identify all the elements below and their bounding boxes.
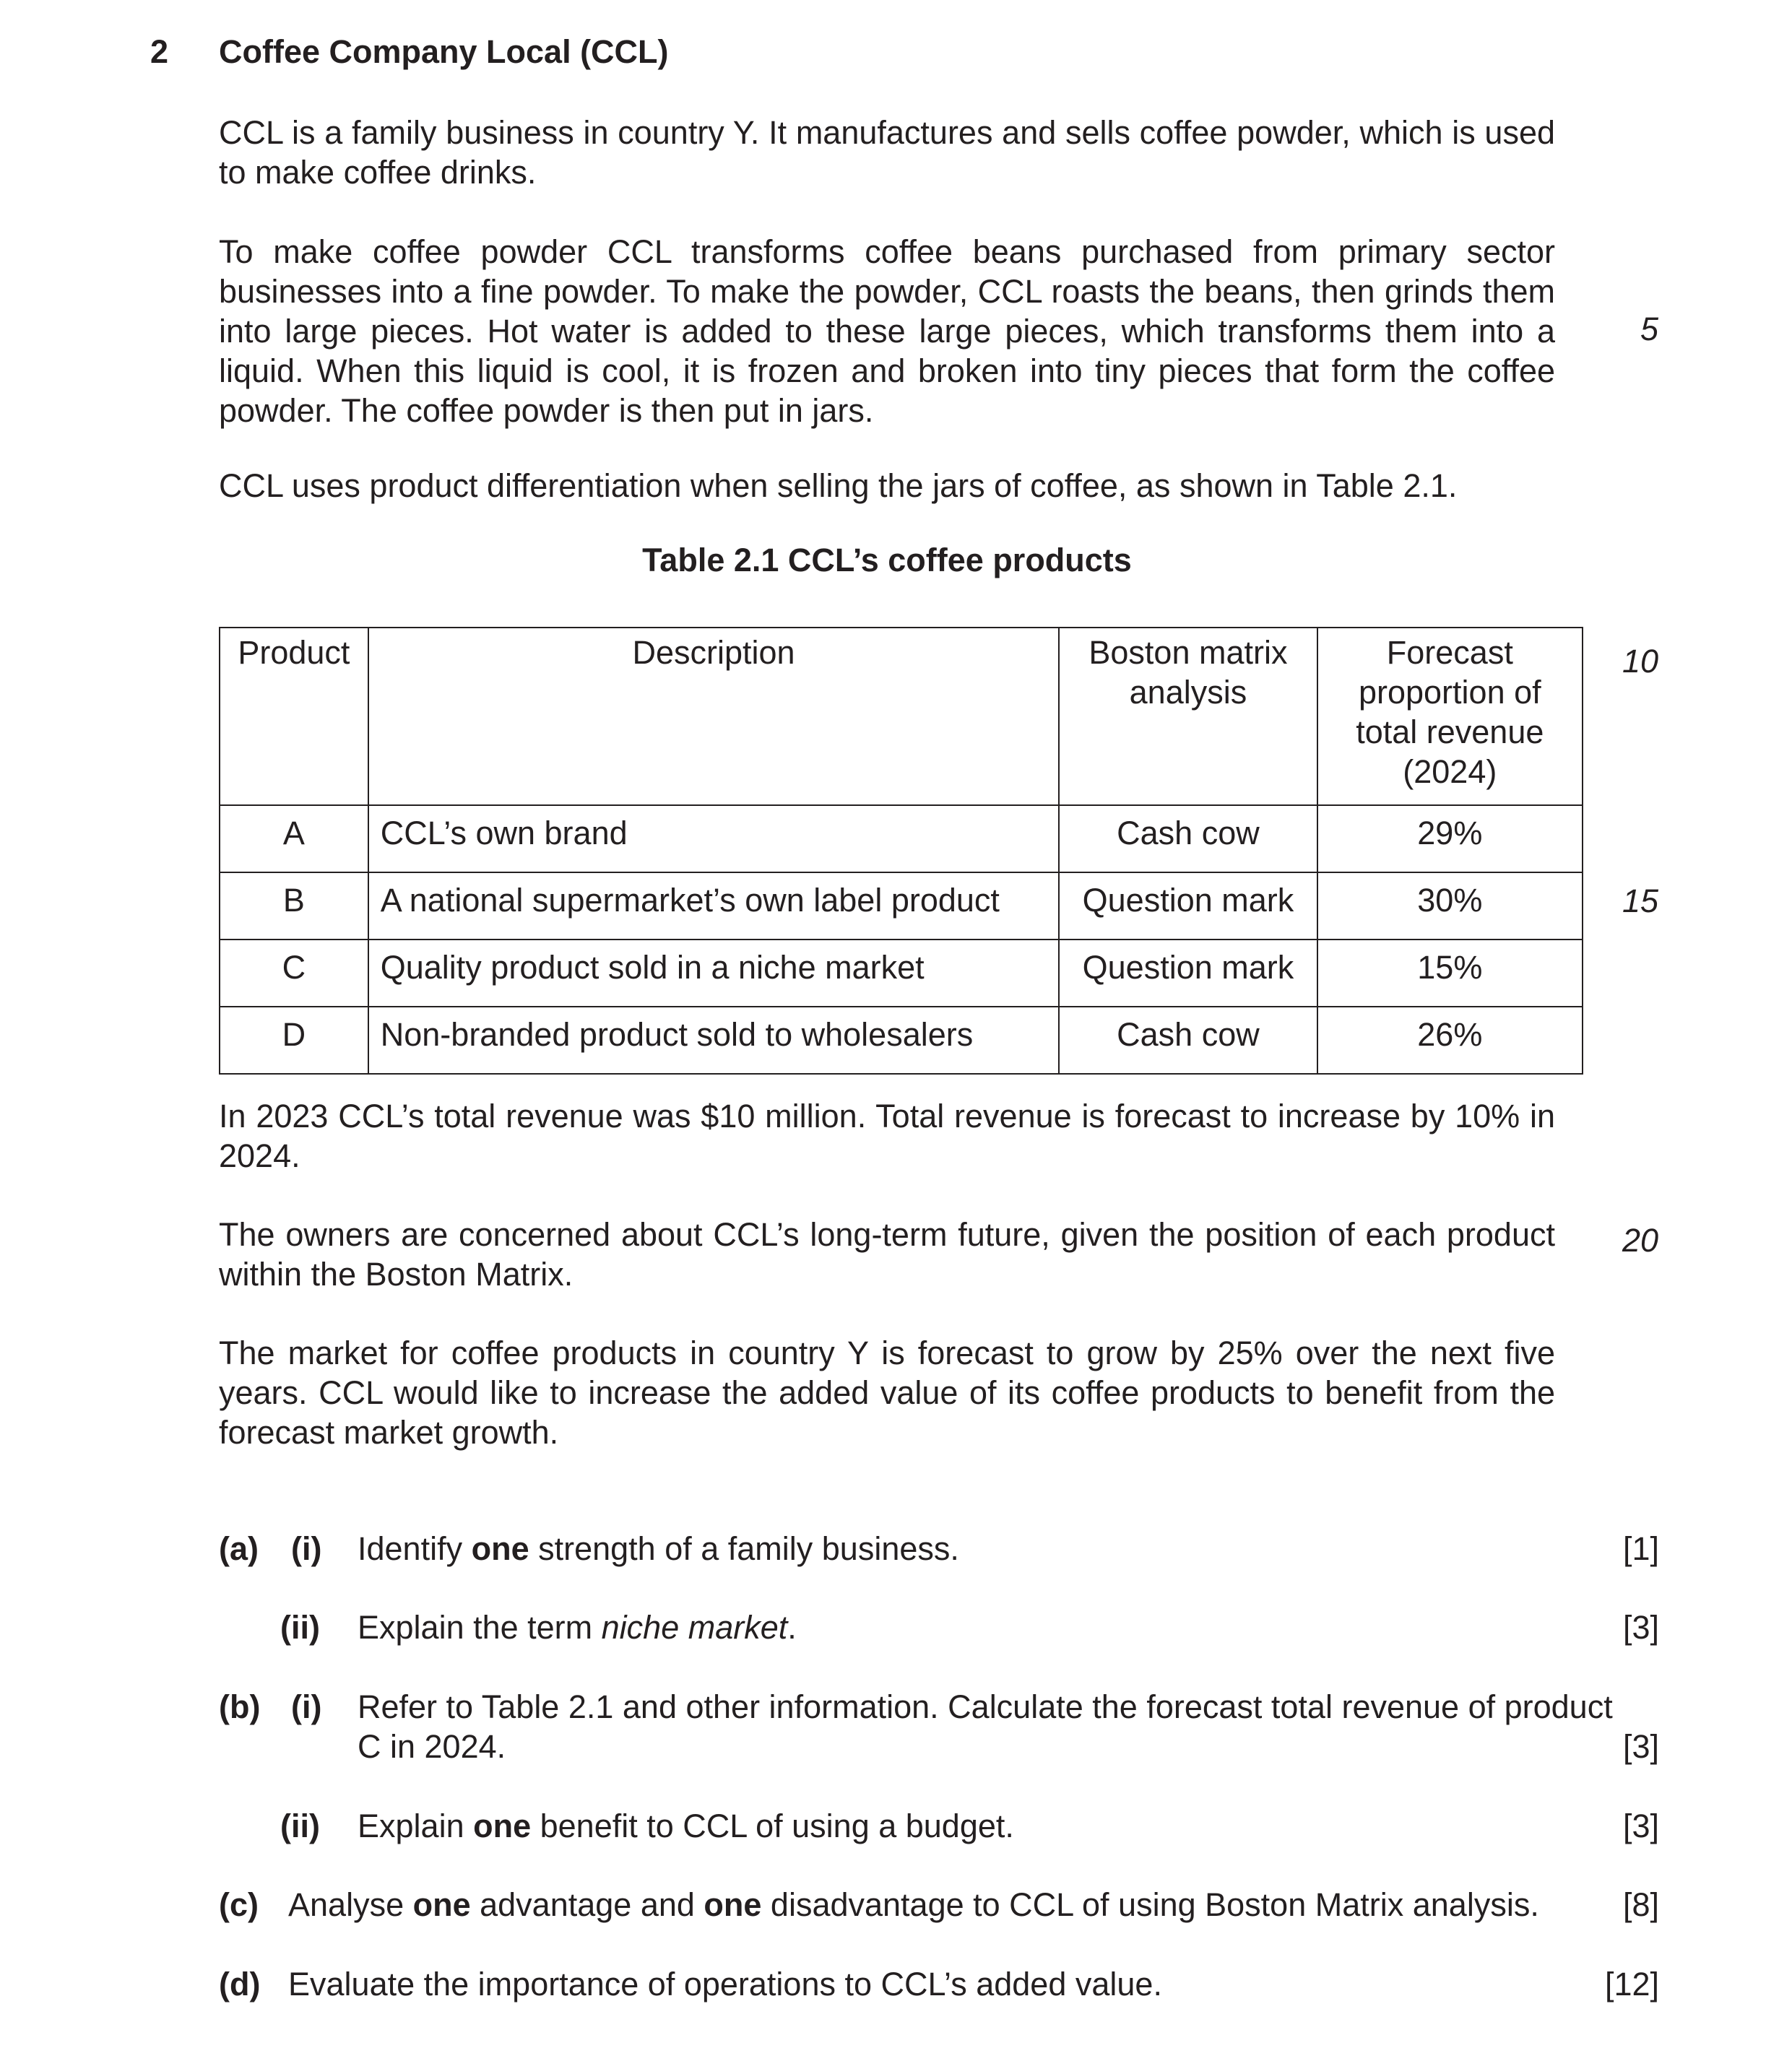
label-b-ii: (ii) — [280, 1808, 320, 1844]
mark-d: [12] — [1604, 1966, 1659, 2003]
mark-a-i: [1] — [1622, 1530, 1659, 1567]
cell-product: A — [220, 805, 368, 872]
question-b-i-line1: Refer to Table 2.1 and other information. Calculate the forecast total revenue of product — [358, 1688, 1613, 1725]
label-d: (d) — [219, 1966, 261, 2003]
text-segment: Identify — [358, 1530, 472, 1567]
label-a-i: (i) — [291, 1530, 322, 1567]
line-number-15: 15 — [1622, 882, 1658, 919]
label-b-i: (i) — [291, 1688, 322, 1725]
label-a: (a) — [219, 1530, 259, 1567]
mark-c: [8] — [1622, 1886, 1659, 1923]
text-segment: Explain the term — [358, 1609, 602, 1646]
cell-product: B — [220, 872, 368, 940]
paragraph-owners-concern: The owners are concerned about CCL’s long-term future, given the position of each product within the Boston Matrix. — [219, 1216, 1555, 1293]
header-forecast-proportion: Forecast proportion of total revenue (2024) — [1317, 628, 1583, 805]
cell-product: D — [220, 1007, 368, 1074]
question-a-ii-text — [358, 1607, 797, 1647]
emphasis-one: one — [471, 1530, 529, 1567]
paragraph-intro: CCL is a family business in country Y. It manufactures and sells coffee powder, which is used to make coffee drinks. — [219, 114, 1555, 191]
emphasis-one: one — [412, 1886, 471, 1923]
text-segment: disadvantage to CCL of using Boston Matrix analysis. — [761, 1886, 1539, 1923]
cell-boston: Cash cow — [1059, 805, 1317, 872]
table-row — [220, 1007, 1583, 1074]
header-product: Product — [220, 628, 368, 805]
cell-product: C — [220, 940, 368, 1007]
text-segment: Explain — [358, 1808, 474, 1844]
cell-proportion: 30% — [1317, 872, 1583, 940]
text-segment: benefit to CCL of using a budget. — [531, 1808, 1014, 1844]
question-a-i-text — [358, 1529, 959, 1568]
products-table — [219, 627, 1583, 1075]
paragraph-market-growth: The market for coffee products in country Y is forecast to grow by 25% over the next five years. CCL would like to increase the added value of its coffee products to benefit from the forecast market growth. — [219, 1335, 1555, 1451]
cell-proportion: 29% — [1317, 805, 1583, 872]
text-segment: strength of a family business. — [529, 1530, 959, 1567]
question-number: 2 — [150, 33, 169, 70]
mark-b-i: [3] — [1622, 1728, 1659, 1765]
cell-description: Non-branded product sold to wholesalers — [368, 1007, 1060, 1074]
cell-boston: Question mark — [1059, 872, 1317, 940]
question-c-text — [288, 1885, 1539, 1925]
cell-description: CCL’s own brand — [368, 805, 1060, 872]
label-c: (c) — [219, 1886, 259, 1923]
cell-boston: Cash cow — [1059, 1007, 1317, 1074]
question-b-i-line2: C in 2024. — [358, 1728, 506, 1765]
table-header-row — [220, 628, 1583, 805]
text-segment: . — [787, 1609, 797, 1646]
table-row — [220, 872, 1583, 940]
emphasis-one: one — [473, 1808, 532, 1844]
term-niche-market: niche market — [601, 1609, 788, 1646]
text-segment: Analyse — [288, 1886, 413, 1923]
label-b: (b) — [219, 1688, 261, 1725]
line-number-5: 5 — [1640, 311, 1658, 347]
cell-proportion: 26% — [1317, 1007, 1583, 1074]
header-description: Description — [368, 628, 1060, 805]
cell-description: A national supermarket’s own label product — [368, 872, 1060, 940]
cell-proportion: 15% — [1317, 940, 1583, 1007]
emphasis-one: one — [704, 1886, 762, 1923]
line-number-20: 20 — [1622, 1222, 1658, 1259]
label-a-ii: (ii) — [280, 1609, 320, 1646]
cell-description: Quality product sold in a niche market — [368, 940, 1060, 1007]
mark-b-ii: [3] — [1622, 1808, 1659, 1844]
question-d-text: Evaluate the importance of operations to CCL’s added value. — [288, 1966, 1162, 2003]
question-title: Coffee Company Local (CCL) — [219, 33, 669, 70]
paragraph-process: To make coffee powder CCL transforms coffee beans purchased from primary sector businesses into a fine powder. To make the powder, CCL roasts the beans, then grinds them into large pieces. Hot water is added to these large pieces, which transforms them into a liquid. When this liquid is cool, it is frozen and broken into tiny pieces that form the coffee powder. The coffee powder is then put in jars. — [219, 233, 1555, 429]
question-b-ii-text — [358, 1806, 1014, 1846]
table-row — [220, 940, 1583, 1007]
line-number-10: 10 — [1622, 643, 1658, 680]
cell-boston: Question mark — [1059, 940, 1317, 1007]
mark-a-ii: [3] — [1622, 1609, 1659, 1646]
text-segment: advantage and — [470, 1886, 704, 1923]
header-boston-matrix: Boston matrix analysis — [1059, 628, 1317, 805]
table-caption: Table 2.1 CCL’s coffee products — [642, 542, 1132, 578]
paragraph-differentiation: CCL uses product differentiation when selling the jars of coffee, as shown in Table 2.1. — [219, 467, 1458, 504]
paragraph-revenue: In 2023 CCL’s total revenue was $10 million. Total revenue is forecast to increase by 10% in 2024. — [219, 1098, 1555, 1174]
table-row — [220, 805, 1583, 872]
